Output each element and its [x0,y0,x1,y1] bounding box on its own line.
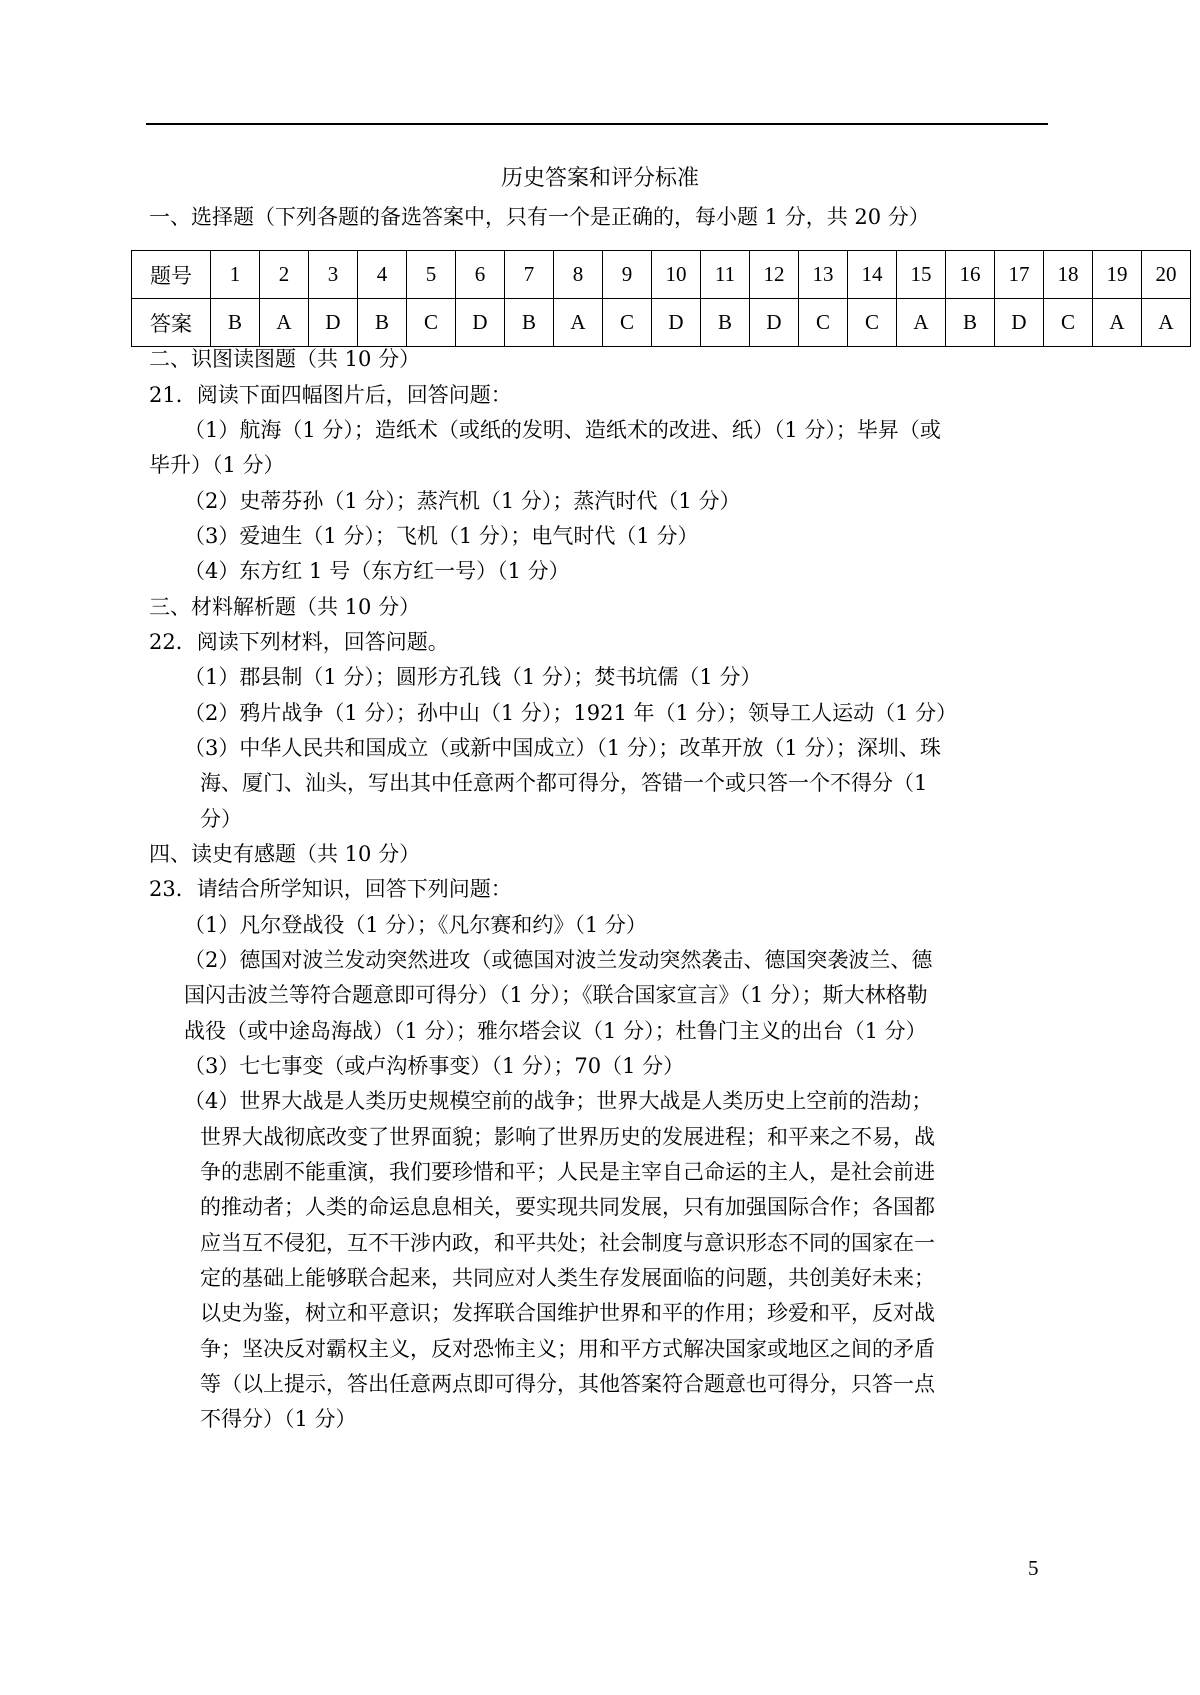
row-label-number: 题号 [132,251,211,299]
table-cell: C [603,299,652,347]
table-row-answers [132,299,1191,347]
table-cell: A [1142,299,1191,347]
answer-23-2: （2）德国对波兰发动突然进攻（或德国对波兰发动突然袭击、德国突袭波兰、德 [184,948,933,972]
table-cell: D [995,299,1044,347]
table-cell: 20 [1142,251,1191,299]
table-cell: D [652,299,701,347]
answer-23-4-line: （4）世界大战是人类历史规模空前的战争；世界大战是人类历史上空前的浩劫； [184,1089,933,1113]
table-row-numbers [132,251,1191,299]
table-cell: 7 [505,251,554,299]
section-4-heading: 四、读史有感题（共 10 分） [149,842,421,866]
answer-22-2: （2）鸦片战争（1 分）；孙中山（1 分）；1921 年（1 分）；领导工人运动（1 分） [184,701,958,725]
table-cell: 1 [211,251,260,299]
answer-23-4-line: 争的悲剧不能重演，我们要珍惜和平；人民是主宰自己命运的主人，是社会前进 [200,1160,935,1184]
table-cell: 9 [603,251,652,299]
table-cell: 19 [1093,251,1142,299]
question-21: 21．阅读下面四幅图片后，回答问题： [149,383,512,407]
answer-23-4-line: 的推动者；人类的命运息息相关，要实现共同发展，只有加强国际合作；各国都 [200,1195,935,1219]
table-cell: C [848,299,897,347]
row-label-answer: 答案 [132,299,211,347]
answer-21-4: （4）东方红 1 号（东方红一号）（1 分） [184,559,570,583]
answer-23-4-line: 应当互不侵犯，互不干涉内政，和平共处；社会制度与意识形态不同的国家在一 [200,1231,935,1255]
table-cell: B [358,299,407,347]
table-cell: B [505,299,554,347]
header-rule [146,123,1048,125]
answer-21-2: （2）史蒂芬孙（1 分）；蒸汽机（1 分）；蒸汽时代（1 分） [184,489,741,513]
table-cell: A [1093,299,1142,347]
table-cell: 13 [799,251,848,299]
table-cell: 2 [260,251,309,299]
answer-23-4-line: 世界大战彻底改变了世界面貌；影响了世界历史的发展进程；和平来之不易，战 [200,1125,935,1149]
section-3-heading: 三、材料解析题（共 10 分） [149,595,421,619]
answer-23-4-line: 以史为鉴，树立和平意识；发挥联合国维护世界和平的作用；珍爱和平，反对战 [200,1301,935,1325]
page-number: 5 [1028,1556,1039,1580]
table-cell: B [211,299,260,347]
question-23: 23．请结合所学知识，回答下列问题： [149,877,512,901]
table-cell: 17 [995,251,1044,299]
table-cell: 3 [309,251,358,299]
answer-22-1: （1）郡县制（1 分）；圆形方孔钱（1 分）；焚书坑儒（1 分） [184,665,762,689]
answer-21-1-cont: 毕升）（1 分） [149,453,285,477]
table-cell: A [554,299,603,347]
answer-21-1: （1）航海（1 分）；造纸术（或纸的发明、造纸术的改进、纸）（1 分）；毕昇（或 [184,418,941,442]
table-cell: 14 [848,251,897,299]
answer-23-2-cont: 国闪击波兰等符合题意即可得分）（1 分）；《联合国家宣言》（1 分）；斯大林格勒 [184,983,928,1007]
table-cell: C [1044,299,1093,347]
table-cell: B [946,299,995,347]
answer-table [131,250,1191,347]
table-cell: 6 [456,251,505,299]
answer-23-4-line: 不得分）（1 分） [200,1407,357,1431]
table-cell: 15 [897,251,946,299]
answer-22-3-cont: 海、厦门、汕头，写出其中任意两个都可得分，答错一个或只答一个不得分（1 [200,771,928,795]
answer-23-3: （3）七七事变（或卢沟桥事变）（1 分）；70（1 分） [184,1054,685,1078]
table-cell: D [309,299,358,347]
table-cell: 11 [701,251,750,299]
table-cell: 18 [1044,251,1093,299]
table-cell: 5 [407,251,456,299]
table-cell: D [750,299,799,347]
section-1-heading: 一、选择题（下列各题的备选答案中，只有一个是正确的，每小题 1 分，共 20 分） [149,205,930,229]
answer-22-3-cont2: 分） [200,807,242,831]
table-cell: 4 [358,251,407,299]
table-cell: A [897,299,946,347]
answer-23-2-cont2: 战役（或中途岛海战）（1 分）；雅尔塔会议（1 分）；杜鲁门主义的出台（1 分） [184,1019,927,1043]
table-cell: C [407,299,456,347]
answer-22-3: （3）中华人民共和国成立（或新中国成立）（1 分）；改革开放（1 分）；深圳、珠 [184,736,941,760]
answer-23-1: （1）凡尔登战役（1 分）；《凡尔赛和约》（1 分） [184,913,647,937]
table-cell: B [701,299,750,347]
question-22: 22．阅读下列材料，回答问题。 [149,630,449,654]
table-cell: A [260,299,309,347]
section-2-heading: 二、识图读图题（共 10 分） [149,347,421,371]
answer-21-3: （3）爱迪生（1 分）；飞机（1 分）；电气时代（1 分） [184,524,699,548]
table-cell: D [456,299,505,347]
table-cell: 8 [554,251,603,299]
table-cell: 12 [750,251,799,299]
answer-23-4-line: 争；坚决反对霸权主义，反对恐怖主义；用和平方式解决国家或地区之间的矛盾 [200,1337,935,1361]
table-cell: 10 [652,251,701,299]
answer-23-4-line: 定的基础上能够联合起来，共同应对人类生存发展面临的问题，共创美好未来； [200,1266,935,1290]
page-title: 历史答案和评分标准 [500,166,699,191]
table-cell: 16 [946,251,995,299]
table-cell: C [799,299,848,347]
answer-23-4-line: 等（以上提示，答出任意两点即可得分，其他答案符合题意也可得分，只答一点 [200,1372,935,1396]
